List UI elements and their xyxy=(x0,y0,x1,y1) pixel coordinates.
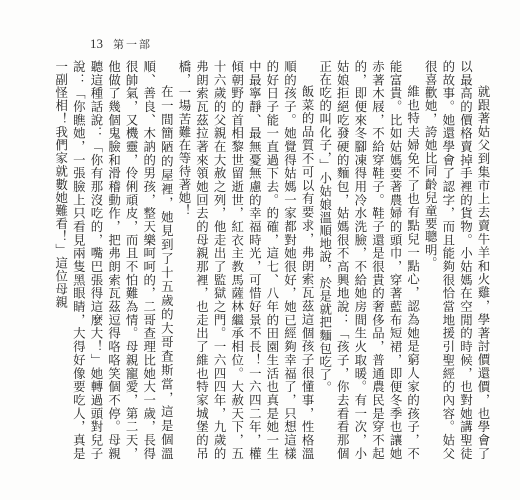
body-text xyxy=(53,60,492,460)
paragraph: 維也特夫婦免不了也有點兒一點心，認為她是窮人家的孩子，不能富貴。比如姑媽要著農婦的頭巾，穿著藍布短裙，即便冬季也讓她赤著木屐，不給穿鞋子。鞋子還是很貴的奢侈品，普通農民是穿不起的，即便來冬腳凍得用冷水洗臉，不給她房間生火取暖。有一次，小姑娘拒絕吃發硬的麵包，姑媽很不高興地說：「孩子，你去看看那個正在吃的叫化子，」小姑娘溫順地說，於是就把麵包吃了。 xyxy=(317,60,421,460)
paragraph: 在一間簡陋的屋裡，她見到了十五歲的大哥査斯當，這是個溫順、善良、木訥的男孩，整天樂呵呵的，二哥查理比她大一歲，長得很帥氣，又機靈，伶俐頑皮，而且不怕難為情。母親寵愛，第二天，他做了幾個鬼臉和滑稽動作，把弗朗索瓦茲逗得咯咯笑個不停。母親聽這種話說：「你有那沒吃的，嘴巴張得這麼大！」她轉過頭對兒子說：「你瞧她，一張臉上只看見兩隻黑眼睛，大得好像要吃人，真是一副怪相！我們家就數她難看！」這位母親 xyxy=(53,60,175,460)
page-number: 13 xyxy=(90,36,103,51)
paragraph: 飯菜的品質不可以有要求，弗朗索瓦茲這個孩子很懂事，性格溫順的孩子。她覺得姑媽一家都對她很好，她已經夠幸福了，只想這樣的好日子能一直過下去。的確，這七、八年的田園生活也真是她一生中最寧靜、最無憂無慮的幸福時光，可惜好景不長！一六四二年，權傾朝野的首相黎世留逝世，紅衣主教馬薩林繼承相位。大赦天下，五十六歲的父親在大赦之列，他走出了監獄之門。一六四四年，九歲的弗朗索瓦茲拉著來領她回去的母親那裡，也走出了維也特家城堡的吊橋，一場苦難在等待著她！ xyxy=(176,60,316,460)
paragraph: 就跟著姑父到集市上去賣牛羊和火雞，學著討價還價，也學會了以最高的價格賣掉手裡的貨物。小姑媽在空閒的時候，也對她講聖徒的故事。她還學會了認字，而且能夠很恰當地援引聖經的內容。姑父很喜歡她，誇她比同齡兒童要聰明。 xyxy=(423,60,491,460)
running-header xyxy=(90,36,152,52)
section-title: 第一部 xyxy=(113,38,152,51)
